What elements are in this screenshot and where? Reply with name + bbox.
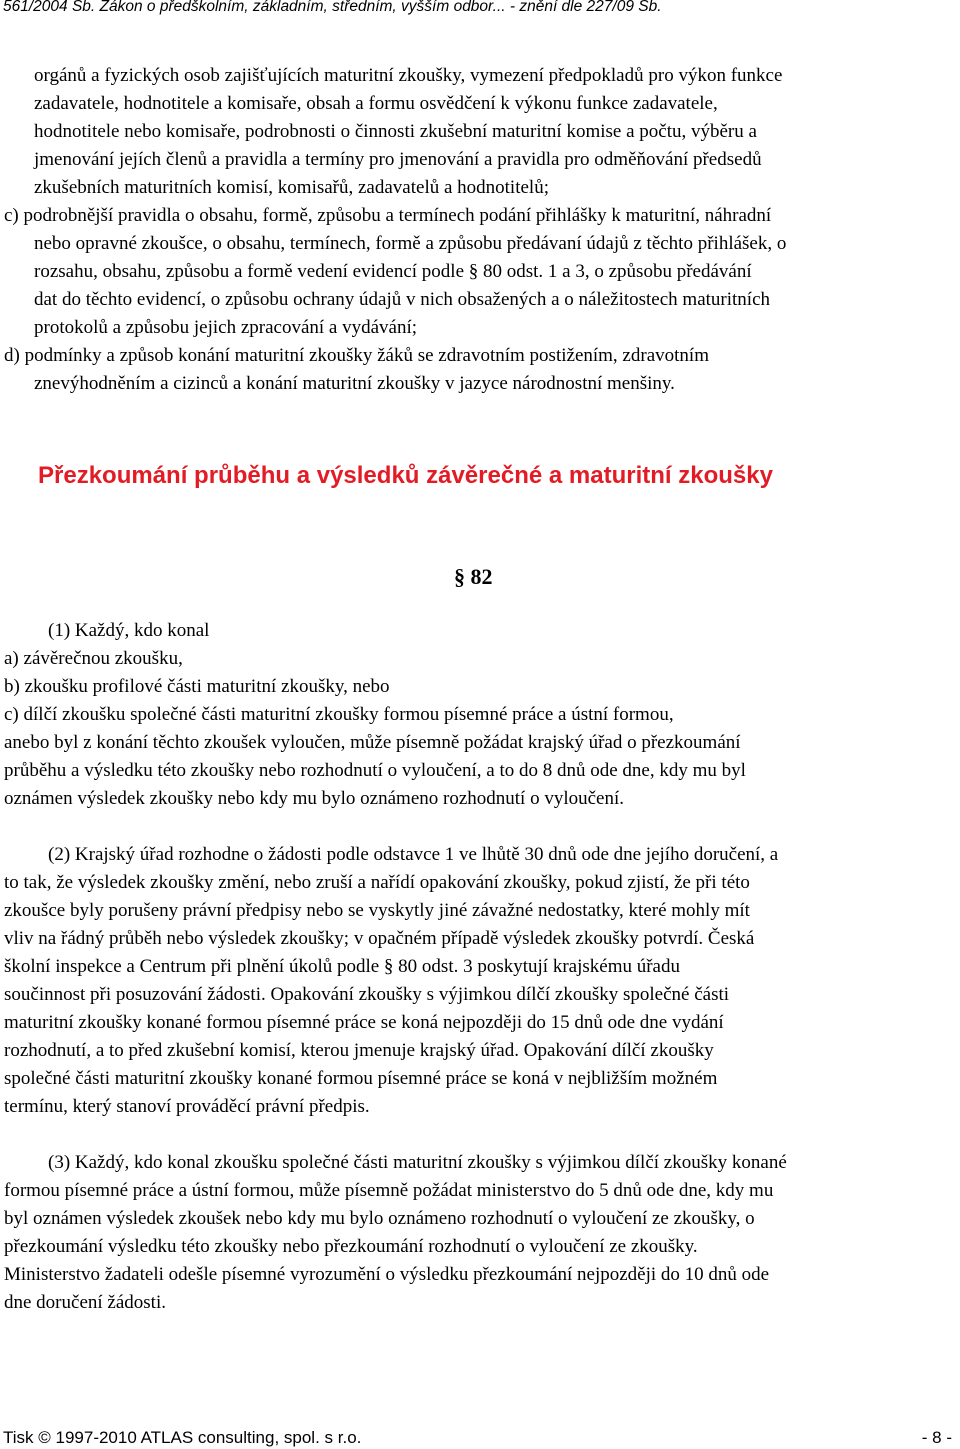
text-line: rozhodnutí, a to před zkušební komisí, kterou jmenuje krajský úřad. Opakování dílčí zkoušky — [4, 1040, 714, 1061]
text-line: protokolů a způsobu jejich zpracování a vydávání; — [34, 317, 418, 338]
text-line: jmenování jejích členů a pravidla a termíny pro jmenování a pravidla pro odměňování předsedů — [34, 149, 762, 170]
text-line: byl oznámen výsledek zkoušek nebo kdy mu bylo oznámeno rozhodnutí o vyloučení ze zkoušky, o — [4, 1208, 755, 1229]
footer-copyright: Tisk © 1997-2010 ATLAS consulting, spol. s r.o. — [3, 1428, 362, 1447]
page-number: - 8 - — [921, 1428, 952, 1447]
text-line: a) závěrečnou zkoušku, — [4, 648, 183, 669]
document-header: 561/2004 Sb. Zákon o předškolním, základním, středním, vyšším odbor... - znění dle 227/09 Sb. — [3, 0, 662, 15]
text-line: zadavatele, hodnotitele a komisaře, obsah a formu osvědčení k výkonu funkce zadavatele, — [34, 93, 718, 114]
text-line: vliv na řádný průběh nebo výsledek zkoušky; v opačném případě výsledek zkoušky potvrdí. Česká — [4, 928, 755, 949]
text-line: c) dílčí zkoušku společné části maturitní zkoušky formou písemné práce a ústní formou, — [4, 704, 674, 725]
text-line: dne doručení žádosti. — [4, 1292, 166, 1313]
section-number: § 82 — [454, 564, 493, 589]
text-line: (2) Krajský úřad rozhodne o žádosti podle odstavce 1 ve lhůtě 30 dnů ode dne jejího doručení, a — [48, 844, 779, 865]
text-line: dat do těchto evidencí, o způsobu ochrany údajů v nich obsažených a o náležitostech maturitních — [34, 289, 771, 310]
text-line: (1) Každý, kdo konal — [48, 620, 210, 641]
text-line: přezkoumání výsledku této zkoušky nebo přezkoumání rozhodnutí o vyloučení ze zkoušky. — [4, 1236, 698, 1257]
section-heading: Přezkoumání průběhu a výsledků závěrečné a maturitní zkoušky — [38, 462, 773, 489]
text-line: oznámen výsledek zkoušky nebo kdy mu bylo oznámeno rozhodnutí o vyloučení. — [4, 788, 625, 809]
text-line: znevýhodněním a cizinců a konání maturitní zkoušky v jazyce národnostní menšiny. — [34, 373, 675, 394]
text-line: c) podrobnější pravidla o obsahu, formě, způsobu a termínech podání přihlášky k maturitní, náhradní — [4, 205, 772, 226]
text-line: d) podmínky a způsob konání maturitní zkoušky žáků se zdravotním postižením, zdravotním — [4, 345, 709, 366]
text-line: průběhu a výsledku této zkoušky nebo rozhodnutí o vyloučení, a to do 8 dnů ode dne, kdy mu byl — [4, 760, 746, 781]
text-line: (3) Každý, kdo konal zkoušku společné části maturitní zkoušky s výjimkou dílčí zkoušky konané — [48, 1152, 787, 1173]
text-line: anebo byl z konání těchto zkoušek vyloučen, může písemně požádat krajský úřad o přezkoumání — [4, 732, 741, 753]
text-line: maturitní zkoušky konané formou písemné práce se koná nejpozději do 15 dnů ode dne vydání — [4, 1012, 724, 1033]
text-line: Ministerstvo žadateli odešle písemné vyrozumění o výsledku přezkoumání nejpozději do 10 dnů ode — [4, 1264, 770, 1285]
text-line: školní inspekce a Centrum při plnění úkolů podle § 80 odst. 3 poskytují krajskému úřadu — [4, 956, 680, 977]
text-line: hodnotitele nebo komisaře, podrobnosti o činnosti zkušební maturitní komise a počtu, výběru a — [34, 121, 757, 142]
text-line: to tak, že výsledek zkoušky změní, nebo zruší a nařídí opakování zkoušky, pokud zjistí, že při této — [4, 872, 750, 893]
text-line: orgánů a fyzických osob zajišťujících maturitní zkoušky, vymezení předpokladů pro výkon funkce — [34, 65, 783, 86]
text-line: nebo opravné zkoušce, o obsahu, termínech, formě a způsobu předávaní údajů z těchto přihlášek, o — [34, 233, 787, 254]
text-line: zkušebních maturitních komisí, komisařů, zadavatelů a hodnotitelů; — [34, 177, 549, 198]
text-line: formou písemné práce a ústní formou, může písemně požádat ministerstvo do 5 dnů ode dne, kdy mu — [4, 1180, 774, 1201]
text-line: součinnost při posuzování žádosti. Opakování zkoušky s výjimkou dílčí zkoušky společné části — [4, 984, 730, 1005]
text-line: rozsahu, obsahu, způsobu a formě vedení evidencí podle § 80 odst. 1 a 3, o způsobu předávání — [34, 261, 752, 282]
text-line: zkoušce byly porušeny právní předpisy nebo se vyskytly jiné závažné nedostatky, které mohly mít — [4, 900, 750, 921]
text-line: b) zkoušku profilové části maturitní zkoušky, nebo — [4, 676, 390, 697]
text-line: termínu, který stanoví prováděcí právní předpis. — [4, 1096, 370, 1117]
text-line: společné části maturitní zkoušky konané formou písemné práce se koná v nejbližším možném — [4, 1068, 718, 1089]
